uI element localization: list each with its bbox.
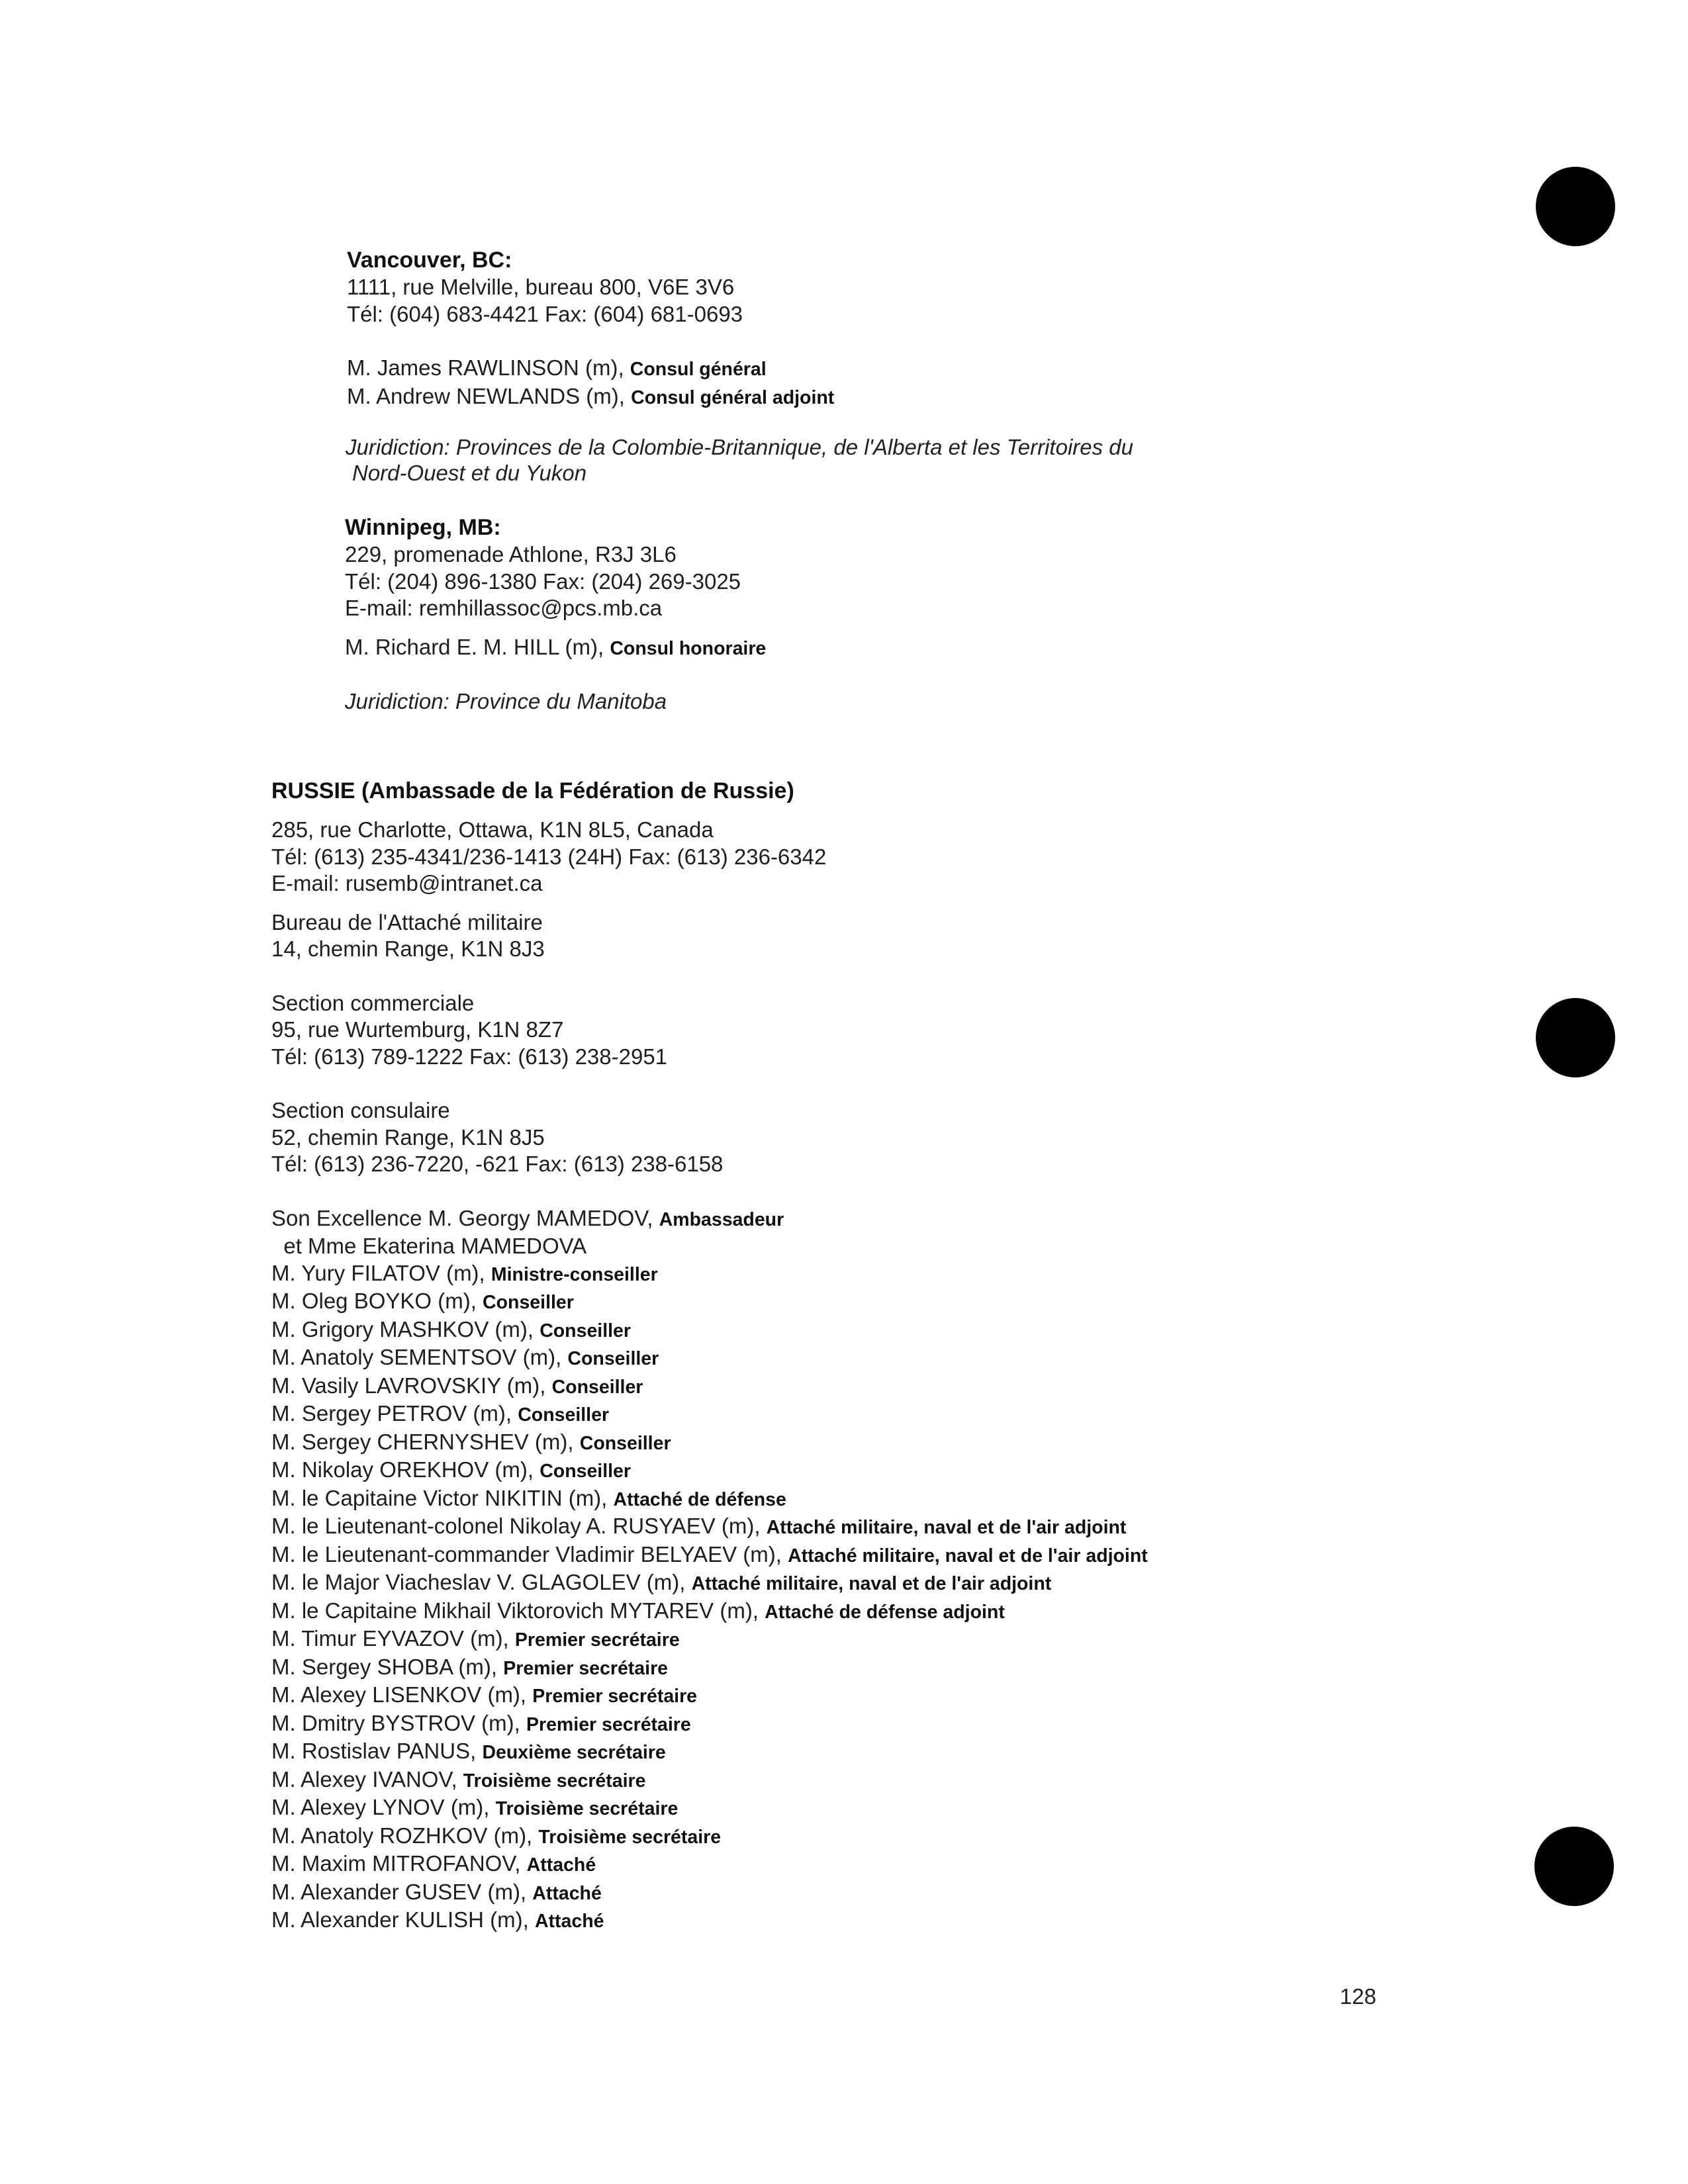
staff-title: Attaché militaire, naval et de l'air adjoint (766, 1517, 1127, 1538)
russia-phone: Tél: (613) 235-4341/236-1413 (24H) Fax: (613) 236-6342 (271, 844, 827, 869)
staff-title: Attaché (534, 1911, 604, 1932)
russia-staff-list (271, 1260, 1688, 1935)
staff-name: M. Sergey SHOBA (m), (271, 1654, 504, 1679)
consular-label: Section consulaire (271, 1098, 450, 1122)
russia-email: E-mail: rusemb@intranet.ca (271, 871, 543, 895)
staff-name: M. Alexey LISENKOV (m), (271, 1682, 533, 1707)
staff-line (271, 1569, 1688, 1598)
staff-line (271, 1288, 1688, 1316)
staff-line (271, 1766, 1688, 1795)
staff-title: Premier secrétaire (503, 1657, 669, 1679)
staff-name: M. Yury FILATOV (m), (271, 1260, 491, 1285)
staff-line (271, 1907, 1688, 1935)
staff-line: M. Andrew NEWLANDS (m), Consul général adjoint (347, 383, 835, 408)
staff-line (271, 1400, 1688, 1429)
staff-line (271, 1710, 1688, 1739)
staff-line (271, 1682, 1688, 1710)
staff-title: Conseiller (567, 1348, 659, 1369)
staff-line: M. James RAWLINSON (m), Consul général (347, 355, 767, 380)
staff-name: M. Vasily LAVROVSKIY (m), (271, 1373, 552, 1398)
staff-title: Attaché militaire, naval et de l'air adjoint (691, 1573, 1052, 1594)
staff-line (271, 1373, 1688, 1401)
staff-name: M. le Capitaine Victor NIKITIN (m), (271, 1485, 614, 1510)
staff-title: Conseiller (579, 1432, 671, 1454)
staff-line: M. Richard E. M. HILL (m), Consul honoraire (345, 634, 767, 659)
vancouver-section (347, 246, 1688, 411)
russia-section (271, 777, 1688, 1935)
staff-name: M. Sergey PETROV (m), (271, 1401, 518, 1426)
russia-address: 285, rue Charlotte, Ottawa, K1N 8L5, Canada (271, 817, 714, 842)
staff-name: M. le Major Viacheslav V. GLAGOLEV (m), (271, 1570, 692, 1594)
staff-name: M. Alexander KULISH (m), (271, 1907, 535, 1932)
staff-title: Troisième secrétaire (495, 1798, 679, 1819)
jurisdiction-line: Nord-Ouest et du Yukon (352, 461, 587, 485)
staff-name: M. Rostislav PANUS, (271, 1739, 483, 1763)
military-office-address: 14, chemin Range, K1N 8J3 (271, 936, 545, 961)
vancouver-jurisdiction (346, 434, 1688, 486)
staff-title: Conseiller (518, 1404, 610, 1426)
staff-title: Troisième secrétaire (538, 1826, 722, 1848)
staff-name: M. Dmitry BYSTROV (m), (271, 1710, 526, 1735)
staff-line (271, 1260, 1688, 1289)
page-number: 128 (1340, 1984, 1377, 2009)
vancouver-heading: Vancouver, BC: (347, 248, 512, 273)
staff-line (271, 1457, 1688, 1485)
staff-name: M. Sergey CHERNYSHEV (m), (271, 1429, 580, 1454)
ambassador-spouse: et Mme Ekaterina MAMEDOVA (271, 1234, 587, 1258)
vancouver-address: 1111, rue Melville, bureau 800, V6E 3V6 (347, 275, 735, 299)
staff-title: Ministre-conseiller (491, 1263, 658, 1285)
staff-title: Attaché militaire, naval et de l'air adjoint (788, 1545, 1148, 1567)
staff-title: Conseiller (539, 1320, 631, 1342)
staff-name: M. le Lieutenant-colonel Nikolay A. RUSYAEV (m), (271, 1514, 767, 1538)
winnipeg-heading: Winnipeg, MB: (345, 515, 501, 540)
ambassador-line: Son Excellence M. Georgy MAMEDOV, Ambassadeur (271, 1205, 784, 1230)
russia-heading: RUSSIE (Ambassade de la Fédération de Russie) (271, 778, 794, 803)
consular-phone: Tél: (613) 236-7220, -621 Fax: (613) 238-6158 (271, 1152, 724, 1176)
jurisdiction-line: Juridiction: Province du Manitoba (345, 689, 667, 713)
jurisdiction-line: Juridiction: Provinces de la Colombie-Britannique, de l'Alberta et les Territoires du (346, 435, 1133, 459)
staff-line (271, 1879, 1688, 1907)
winnipeg-email: E-mail: remhillassoc@pcs.mb.ca (345, 596, 663, 620)
staff-line (271, 1598, 1688, 1626)
commercial-label: Section commerciale (271, 990, 475, 1015)
staff-title: Deuxième secrétaire (482, 1742, 666, 1763)
staff-line (271, 1654, 1688, 1682)
staff-line (271, 1541, 1688, 1570)
staff-name: M. le Capitaine Mikhail Viktorovich MYTAREV (m), (271, 1598, 765, 1623)
staff-line (271, 1823, 1688, 1851)
winnipeg-address: 229, promenade Athlone, R3J 3L6 (345, 542, 677, 567)
staff-name: M. Nikolay OREKHOV (m), (271, 1457, 540, 1482)
staff-title: Premier secrétaire (532, 1686, 698, 1707)
staff-title: Attaché de défense adjoint (765, 1601, 1005, 1623)
staff-line (271, 1429, 1688, 1457)
staff-line (271, 1316, 1688, 1345)
commercial-address: 95, rue Wurtemburg, K1N 8Z7 (271, 1017, 564, 1042)
punch-hole (1536, 167, 1615, 246)
staff-name: M. Maxim MITROFANOV, (271, 1851, 527, 1876)
winnipeg-section (345, 514, 1688, 662)
staff-name: M. Alexey LYNOV (m), (271, 1795, 496, 1819)
staff-title: Troisième secrétaire (463, 1770, 646, 1792)
staff-title: Premier secrétaire (526, 1713, 691, 1735)
staff-name: M. Anatoly SEMENTSOV (m), (271, 1345, 568, 1369)
staff-name: M. Oleg BOYKO (m), (271, 1289, 483, 1313)
staff-line (271, 1738, 1688, 1766)
staff-line (271, 1344, 1688, 1373)
staff-line (271, 1794, 1688, 1823)
staff-name: M. Timur EYVAZOV (m), (271, 1626, 515, 1651)
staff-name: M. Grigory MASHKOV (m), (271, 1316, 540, 1342)
military-office-label: Bureau de l'Attaché militaire (271, 909, 543, 934)
staff-title: Conseiller (539, 1461, 631, 1482)
winnipeg-jurisdiction (345, 688, 1688, 714)
staff-title: Premier secrétaire (514, 1629, 680, 1651)
staff-line (271, 1485, 1688, 1514)
staff-line (271, 1513, 1688, 1541)
consular-address: 52, chemin Range, K1N 8J5 (271, 1124, 545, 1150)
commercial-phone: Tél: (613) 789-1222 Fax: (613) 238-2951 (271, 1044, 668, 1069)
staff-name: M. Alexander GUSEV (m), (271, 1879, 533, 1904)
staff-title: Attaché de défense (613, 1488, 786, 1510)
staff-line (271, 1625, 1688, 1654)
staff-title: Conseiller (483, 1292, 574, 1313)
winnipeg-phone: Tél: (204) 896-1380 Fax: (204) 269-3025 (345, 569, 741, 594)
vancouver-phone: Tél: (604) 683-4421 Fax: (604) 681-0693 (347, 301, 743, 326)
staff-name: M. le Lieutenant-commander Vladimir BELYAEV (m), (271, 1541, 788, 1567)
staff-line (271, 1850, 1688, 1879)
staff-title: Attaché (532, 1882, 602, 1904)
staff-title: Conseiller (551, 1376, 643, 1398)
staff-name: M. Anatoly ROZHKOV (m), (271, 1823, 539, 1848)
staff-title: Attaché (526, 1854, 596, 1876)
staff-name: M. Alexey IVANOV, (271, 1766, 463, 1792)
